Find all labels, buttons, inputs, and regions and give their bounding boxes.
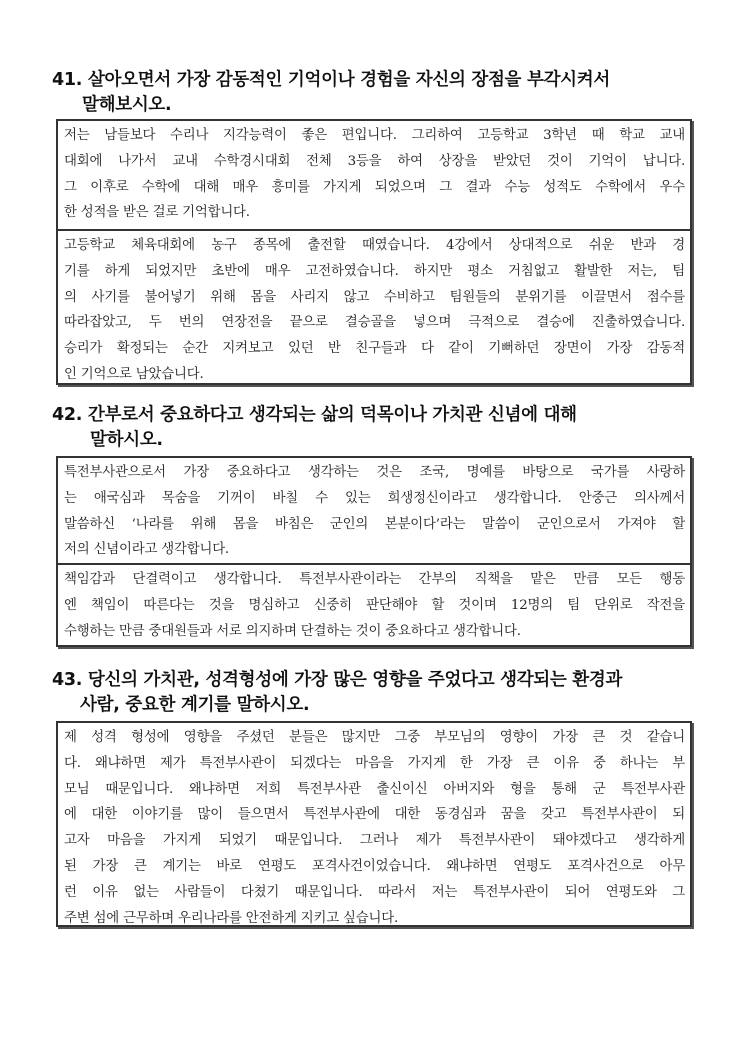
answer-line: 엔 책임이 따른다는 것을 명심하고 신중히 판단해야 할 것이며 12명의 팀 단위로 작전을 bbox=[64, 597, 685, 613]
answer-line: 모님 때문입니다. 왜냐하면 저희 특전부사관 출신이신 아버지와 형을 통해 군 특전부사관 bbox=[64, 781, 685, 797]
answer-42-box-2 bbox=[56, 563, 692, 647]
question-42-line-1: 42. 간부로서 중요하다고 생각되는 삶의 덕목이나 가치관 신념에 대해 bbox=[52, 405, 577, 425]
answer-line: 한 성적을 받은 걸로 기억합니다. bbox=[64, 205, 250, 221]
answer-41-box-1 bbox=[56, 119, 692, 231]
answer-line: 그 이후로 수학에 대해 매우 흥미를 가지게 되었으며 그 결과 수능 성적도 수학에서 우수 bbox=[64, 179, 685, 195]
question-43-line-2: 사람, 중요한 계기를 말하시오. bbox=[80, 695, 310, 715]
answer-line: 수행하는 만큼 중대원들과 서로 의지하며 단결하는 것이 중요하다고 생각합니다. bbox=[64, 623, 521, 639]
answer-line: 는 애국심과 목숨을 기꺼이 바칠 수 있는 희생정신이라고 생각합니다. 안중근 의사께서 bbox=[64, 490, 685, 506]
question-41-line-1: 41. 살아오면서 가장 감동적인 기억이나 경험을 자신의 장점을 부각시켜서 bbox=[52, 70, 610, 90]
answer-line: 인 기억으로 남았습니다. bbox=[64, 366, 204, 382]
question-43-line-1: 43. 당신의 가치관, 성격형성에 가장 많은 영향을 주었다고 생각되는 환경과 bbox=[52, 670, 623, 690]
answer-line: 고등학교 체육대회에 농구 종목에 출전할 때였습니다. 4강에서 상대적으로 쉬운 반과 경 bbox=[64, 238, 685, 253]
question-42-heading bbox=[52, 403, 692, 453]
answer-line: 다. 왜냐하면 제가 특전부사관이 되겠다는 마음을 가지게 한 가장 큰 이유 중 하나는 부 bbox=[64, 755, 685, 771]
question-41-heading bbox=[52, 68, 692, 118]
answer-line: 저의 신념이라고 생각합니다. bbox=[64, 542, 229, 558]
answer-line: 런 이유 없는 사람들이 다쳤기 때문입니다. 따라서 저는 특전부사관이 되어 연평도와 그 bbox=[64, 884, 685, 900]
answer-line: 승리가 확정되는 순간 지켜보고 있던 반 친구들과 다 같이 기뻐하던 장면이 가장 감동적 bbox=[64, 341, 685, 357]
answer-line: 제 성격 형성에 영향을 주셨던 분들은 많지만 그중 부모님의 영향이 가장 큰 것 같습니 bbox=[64, 730, 685, 745]
answer-line: 기를 하게 되었지만 초반에 매우 고전하였습니다. 하지만 평소 거침없고 활발한 저는, 팀 bbox=[64, 263, 685, 279]
answer-42-box-1 bbox=[56, 456, 692, 566]
answer-line: 의 사기를 불어넣기 위해 몸을 사리지 않고 수비하고 팀원들의 분위기를 이끌면서 점수를 bbox=[64, 289, 685, 305]
answer-line: 에 대한 이야기를 많이 들으면서 특전부사관에 대한 동경심과 꿈을 갖고 특전부사관이 되 bbox=[64, 807, 685, 823]
question-42-line-2: 말하시오. bbox=[90, 430, 163, 450]
question-43-heading bbox=[52, 668, 692, 718]
question-41-line-2: 말해보시오. bbox=[82, 95, 172, 115]
answer-line: 된 가장 큰 계기는 바로 연평도 포격사건이었습니다. 왜냐하면 연평도 포격사건으로 아무 bbox=[64, 858, 685, 874]
answer-line: 책임감과 단결력이고 생각합니다. 특전부사관이라는 간부의 직책을 맡은 만큼 모든 행동 bbox=[64, 572, 685, 587]
answer-43-box-1 bbox=[56, 721, 692, 927]
answer-line: 고자 마음을 가지게 되었기 때문입니다. 그러나 제가 특전부사관이 돼야겠다고 생각하게 bbox=[64, 833, 685, 849]
answer-line: 대회에 나가서 교내 수학경시대회 전체 3등을 하여 상장을 받았던 것이 기억이 납니다. bbox=[64, 153, 685, 169]
answer-41-box-2 bbox=[56, 229, 692, 385]
answer-line: 저는 남들보다 수리나 지각능력이 좋은 편입니다. 그리하여 고등학교 3학년 때 학교 교내 bbox=[64, 128, 685, 143]
answer-line: 따라잡았고, 두 번의 연장전을 끝으로 결승골을 넣으며 극적으로 결승에 진출하였습니다. bbox=[64, 315, 685, 331]
answer-line: 특전부사관으로서 가장 중요하다고 생각하는 것은 조국, 명예를 바탕으로 국가를 사랑하 bbox=[64, 465, 685, 480]
answer-line: 말씀하신 ‘나라를 위해 몸을 바침은 군인의 본분이다’라는 말씀이 군인으로서 가져야 할 bbox=[64, 516, 685, 532]
answer-line: 주변 섬에 근무하며 우리나라를 안전하게 지키고 싶습니다. bbox=[64, 910, 399, 926]
